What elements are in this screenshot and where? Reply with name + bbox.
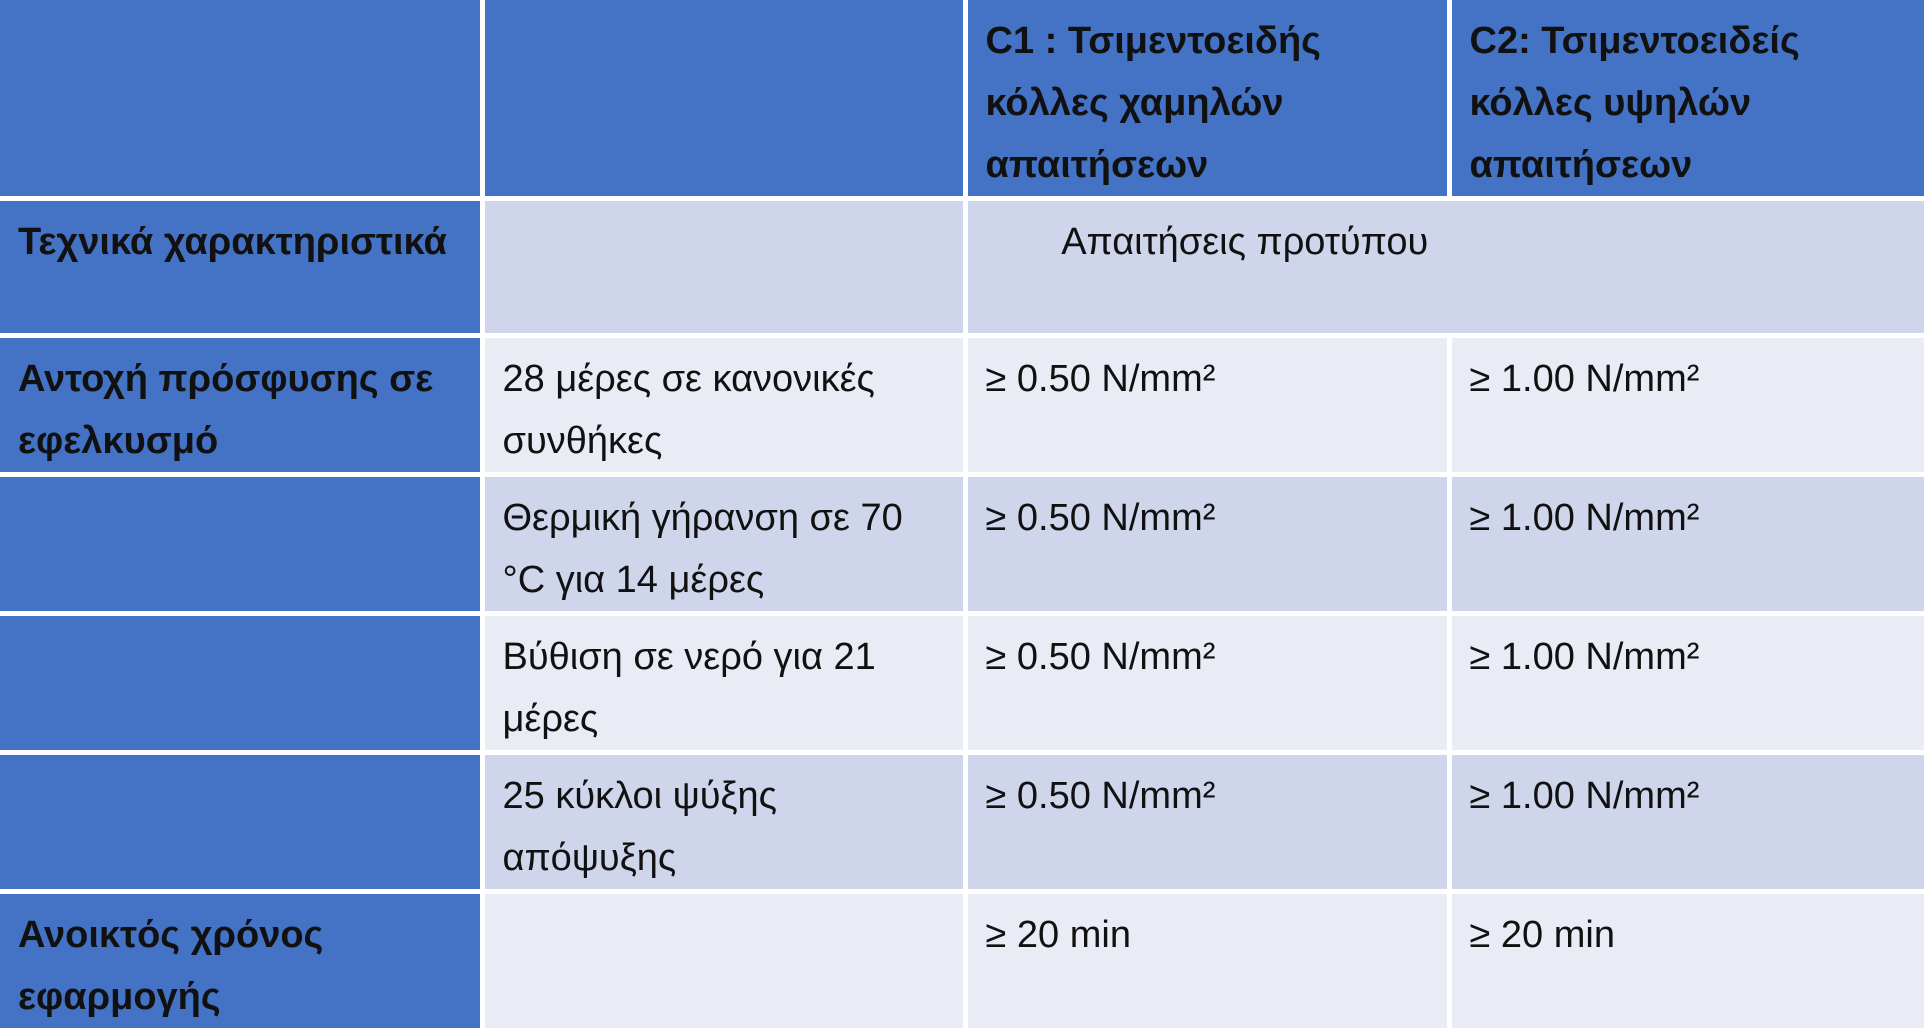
header-cell-c2 (1449, 0, 1924, 199)
header-c1-label: C1 : Τσιμεντοειδής κόλλες χαμηλών απαιτήσεων (986, 10, 1429, 196)
row-value-c2: ≥ 1.00 N/mm² (1449, 475, 1924, 614)
row-condition: Βύθιση σε νερό για 21 μέρες (482, 614, 965, 753)
row-label (0, 475, 482, 614)
row-label (0, 614, 482, 753)
row-label: Τεχνικά χαρακτηριστικά (0, 199, 482, 336)
row-value-c1: ≥ 0.50 N/mm² (965, 475, 1449, 614)
table-row (0, 475, 1924, 614)
row-condition: 25 κύκλοι ψύξης απόψυξης (482, 753, 965, 892)
row-condition: Θερμική γήρανση σε 70 °C για 14 μέρες (482, 475, 965, 614)
table-row (0, 753, 1924, 892)
row-value-c2: ≥ 1.00 N/mm² (1449, 336, 1924, 475)
row-value-c1: ≥ 0.50 N/mm² (965, 614, 1449, 753)
table-row (0, 892, 1924, 1028)
header-cell-empty-1 (0, 0, 482, 199)
row-condition (482, 892, 965, 1028)
row-value-c1: ≥ 0.50 N/mm² (965, 336, 1449, 475)
table-row (0, 199, 1924, 336)
row-label: Αντοχή πρόσφυσης σε εφελκυσμό (0, 336, 482, 475)
header-c2-label: C2: Τσιμεντοειδείς κόλλες υψηλών απαιτήσεων (1470, 10, 1907, 196)
row-value-c2: ≥ 1.00 N/mm² (1449, 614, 1924, 753)
row-label (0, 753, 482, 892)
header-cell-c1 (965, 0, 1449, 199)
row-label: Ανοικτός χρόνος εφαρμογής (0, 892, 482, 1028)
standard-requirements-label: Απαιτήσεις προτύπου (965, 199, 1924, 336)
table-header-row (0, 0, 1924, 199)
row-condition (482, 199, 965, 336)
row-value-c2: ≥ 20 min (1449, 892, 1924, 1028)
row-condition: 28 μέρες σε κανονικές συνθήκες (482, 336, 965, 475)
row-value-c1: ≥ 20 min (965, 892, 1449, 1028)
table-row (0, 336, 1924, 475)
row-value-c1: ≥ 0.50 N/mm² (965, 753, 1449, 892)
table-row (0, 614, 1924, 753)
header-cell-empty-2 (482, 0, 965, 199)
row-value-c2: ≥ 1.00 N/mm² (1449, 753, 1924, 892)
